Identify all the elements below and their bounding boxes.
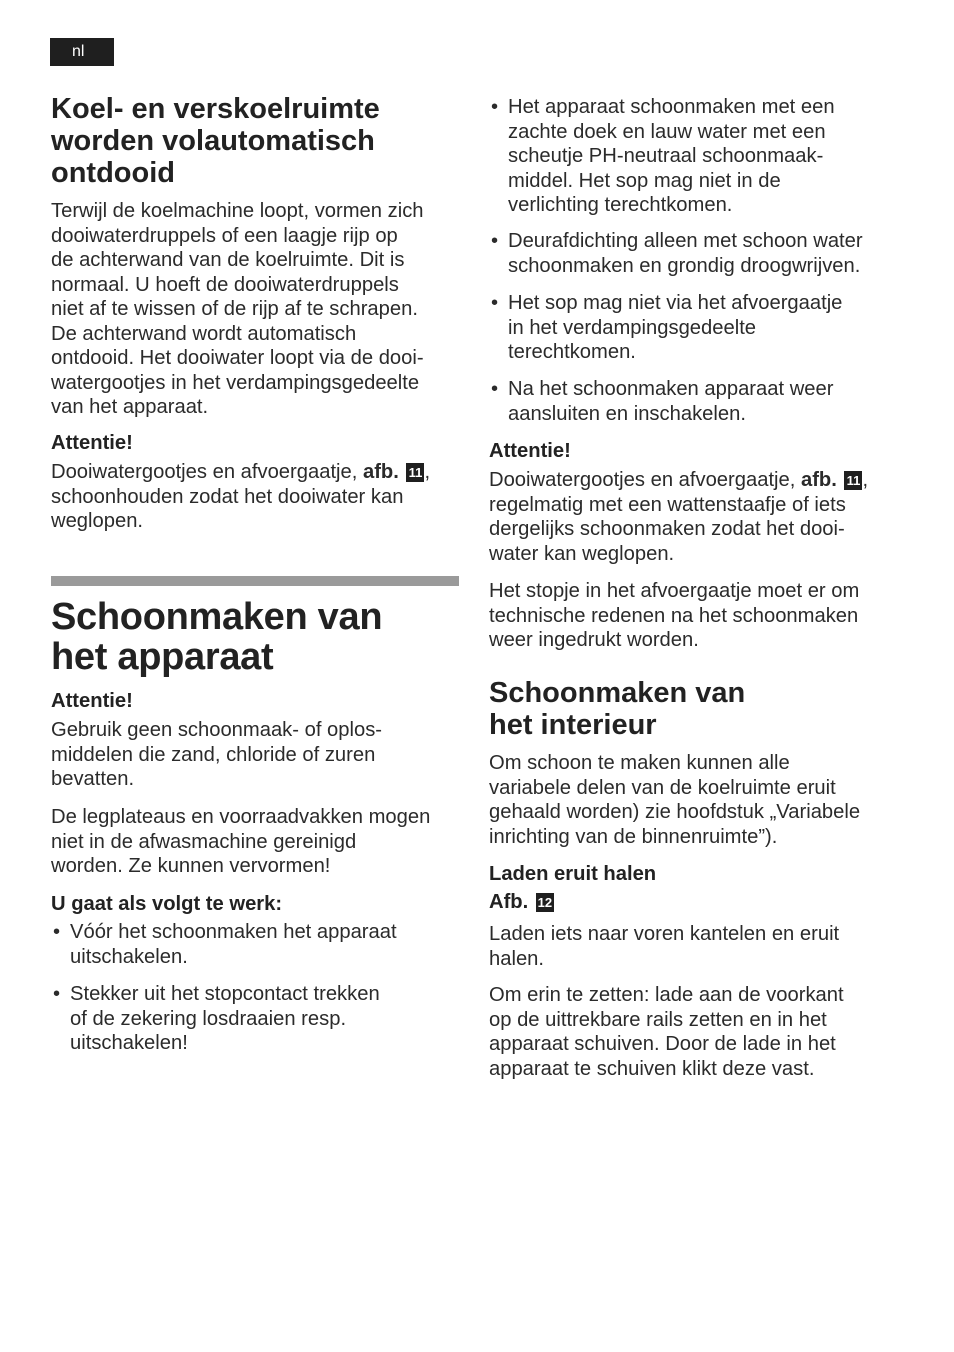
text-line: in het verdampingsgedeelte xyxy=(508,316,757,339)
text-line: aansluiten en inschakelen. xyxy=(508,402,746,425)
text-line: uitschakelen! xyxy=(70,1032,188,1054)
attention-text xyxy=(489,468,901,566)
text-line: inrichting van de binnenruimte”). xyxy=(489,825,778,848)
heading-line: Koel- en verskoelruimte xyxy=(51,93,380,125)
figure-reference: Afb. xyxy=(489,891,529,913)
attention-label: Attentie! xyxy=(489,440,571,462)
stopper-paragraph xyxy=(489,579,901,653)
list-item xyxy=(489,377,901,426)
text-line: Deurafdichting alleen met schoon water xyxy=(508,230,863,252)
list-item xyxy=(51,920,465,969)
text-line: weglopen. xyxy=(51,510,144,532)
bullet-icon: • xyxy=(53,983,61,1005)
attention-text xyxy=(51,718,465,792)
text-line: , xyxy=(424,461,431,483)
list-item xyxy=(489,229,901,278)
text-line: terechtkomen. xyxy=(508,341,636,363)
figure-number-badge: 11 xyxy=(406,463,424,482)
text-line: Dooiwatergootjes en afvoergaatje, xyxy=(489,469,796,491)
text-line: , xyxy=(862,469,869,491)
text-line: middelen die zand, chloride of zuren xyxy=(51,743,376,766)
figure-number-badge: 12 xyxy=(537,895,553,910)
text-line: De legplateaus en voorraadvakken mogen xyxy=(51,806,431,828)
text-line: ontdooid. Het dooiwater loopt via de dooi- xyxy=(51,347,424,369)
text-line: Terwijl de koelmachine loopt, vormen zich xyxy=(51,200,424,222)
heading-line: ontdooid xyxy=(51,157,176,189)
text-line: niet in de afwasmachine gereinigd xyxy=(51,830,357,853)
bullet-icon: • xyxy=(53,921,61,943)
cleaning-list xyxy=(489,377,901,426)
heading-line: het interieur xyxy=(489,709,657,741)
figure-reference: afb. xyxy=(800,469,837,491)
defrost-heading xyxy=(51,93,465,189)
cleaning-list xyxy=(489,291,901,365)
text-line: of de zekering losdraaien resp. xyxy=(70,1007,347,1030)
text-line: op de uittrekbare rails zetten en in het xyxy=(489,1008,827,1031)
text-line: Om schoon te maken kunnen alle xyxy=(489,752,790,774)
text-line: Om erin te zetten: lade aan de voorkant xyxy=(489,984,844,1006)
text-line: uitschakelen. xyxy=(70,945,188,968)
heading-line: Schoonmaken van xyxy=(489,677,746,709)
insert-paragraph xyxy=(489,983,901,1081)
drawers-paragraph xyxy=(489,922,901,971)
defrost-paragraph xyxy=(51,199,465,420)
heading-line: worden volautomatisch xyxy=(51,125,375,157)
bullet-icon: • xyxy=(491,230,499,252)
text-line: halen. xyxy=(489,947,545,970)
list-item xyxy=(489,291,901,365)
text-line: Het stopje in het afvoergaatje moet er om xyxy=(489,580,860,602)
text-line: normaal. U hoeft de dooiwaterdruppels xyxy=(51,273,399,296)
text-line: dooiwaterdruppels of een laagje rijp op xyxy=(51,224,398,247)
text-line: Na het schoonmaken apparaat weer xyxy=(508,378,834,400)
text-line: Het sop mag niet via het afvoergaatje xyxy=(508,292,843,314)
text-line: regelmatig met een wattenstaafje of iets xyxy=(489,493,846,516)
text-line: zachte doek en lauw water met een xyxy=(508,120,826,143)
shelves-paragraph xyxy=(51,805,465,879)
text-line: middel. Het sop mag niet in de xyxy=(508,169,781,192)
figure-number-badge: 11 xyxy=(844,471,862,490)
text-line: dergelijks schoonmaken zodat het dooi- xyxy=(489,518,845,540)
text-line: apparaat schuiven. Door de lade in het xyxy=(489,1033,836,1055)
text-line: De achterwand wordt automatisch xyxy=(51,322,357,345)
interior-heading xyxy=(489,677,901,741)
text-line: schoonmaken en grondig droogwrijven. xyxy=(508,254,861,277)
drawers-label: Laden eruit halen xyxy=(489,863,657,885)
text-line: weer ingedrukt worden. xyxy=(489,629,699,651)
text-line: gehaald worden) zie hoofdstuk „Variabele xyxy=(489,801,861,823)
text-line: bevatten. xyxy=(51,768,135,790)
title-line: Schoonmaken van xyxy=(51,596,383,638)
attention-label: Attentie! xyxy=(51,690,133,712)
title-line: het apparaat xyxy=(51,636,274,678)
text-line: watergootjes in het verdampingsgedeelte xyxy=(51,371,420,394)
text-line: schoonhouden zodat het dooiwater kan xyxy=(51,485,404,508)
section-divider xyxy=(51,576,459,586)
attention-label: Attentie! xyxy=(51,432,133,454)
text-line: Laden iets naar voren kantelen en eruit xyxy=(489,923,840,945)
text-line: Stekker uit het stopcontact trekken xyxy=(70,983,380,1005)
bullet-icon: • xyxy=(491,292,499,314)
cleaning-list xyxy=(489,229,901,278)
text-line: Dooiwatergootjes en afvoergaatje, xyxy=(51,461,358,483)
bullet-icon: • xyxy=(491,378,499,400)
text-line: Het apparaat schoonmaken met een xyxy=(508,96,835,118)
text-line: Gebruik geen schoonmaak- of oplos- xyxy=(51,719,383,741)
language-tag: nl xyxy=(50,38,114,66)
text-line: scheutje PH-neutraal schoonmaak- xyxy=(508,145,824,167)
steps-list xyxy=(51,982,465,1056)
bullet-icon: • xyxy=(491,96,499,118)
text-line: verlichting terechtkomen. xyxy=(508,194,733,216)
steps-label: U gaat als volgt te werk: xyxy=(51,893,283,915)
cleaning-list xyxy=(489,95,901,218)
steps-list xyxy=(51,920,465,969)
text-line: variabele delen van de koelruimte eruit xyxy=(489,776,836,799)
text-line: de achterwand van de koelruimte. Dit is xyxy=(51,249,405,271)
text-line: van het apparaat. xyxy=(51,396,209,418)
text-line: water kan weglopen. xyxy=(489,542,675,565)
interior-paragraph xyxy=(489,751,901,849)
drawers-figure-reference xyxy=(489,890,901,915)
text-line: niet af te wissen of de rijp af te schrapen. xyxy=(51,298,418,320)
list-item xyxy=(51,982,465,1056)
text-line: apparaat te schuiven klikt deze vast. xyxy=(489,1057,815,1080)
attention-text xyxy=(51,460,465,534)
text-line: Vóór het schoonmaken het apparaat xyxy=(70,921,397,943)
text-line: worden. Ze kunnen vervormen! xyxy=(51,855,331,877)
list-item xyxy=(489,95,901,218)
text-line: technische redenen na het schoonmaken xyxy=(489,604,859,627)
figure-reference: afb. xyxy=(362,461,399,483)
page-title xyxy=(51,597,465,677)
